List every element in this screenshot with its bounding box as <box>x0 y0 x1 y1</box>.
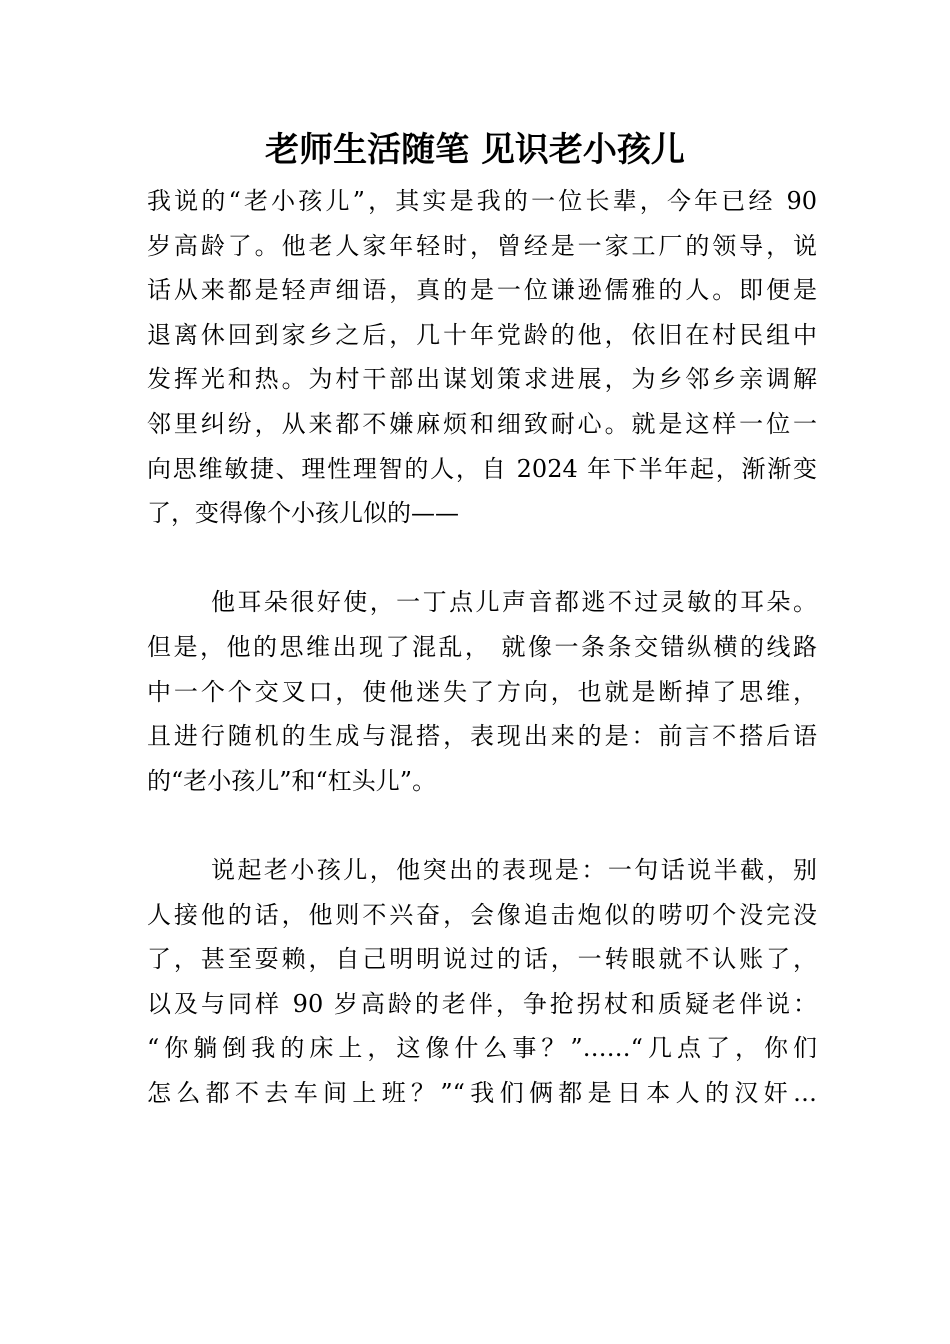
paragraph-line: 且进行随机的生成与混搭，表现出来的是：前言不搭后语 <box>147 722 817 751</box>
paragraph-spacer <box>147 536 817 581</box>
paragraph-line: 他耳朵很好使，一丁点儿声音都逃不过灵敏的耳朵。 <box>211 588 817 617</box>
paragraph-line: 邻里纠纷，从来都不嫌麻烦和细致耐心。就是这样一位一 <box>147 409 817 438</box>
paragraph-spacer <box>147 803 817 848</box>
paragraph-line: 但是，他的思维出现了混乱， 就像一条条交错纵横的线路 <box>147 632 817 661</box>
paragraph-line: 中一个个交叉口，使他迷失了方向，也就是断掉了思维， <box>147 677 817 706</box>
paragraph-line: 以及与同样 90 岁高龄的老伴，争抢拐杖和质疑老伴说： <box>147 989 817 1018</box>
paragraph-line: 话从来都是轻声细语，真的是一位谦逊儒雅的人。即便是 <box>147 276 817 305</box>
paragraph-line: 退离休回到家乡之后，几十年党龄的他，依旧在村民组中 <box>147 320 817 349</box>
paragraph-line: 向思维敏捷、理性理智的人，自 2024 年下半年起，渐渐变 <box>147 454 817 483</box>
paragraph-line: 怎么都不去车间上班？”“我们俩都是日本人的汉奸… <box>147 1078 817 1107</box>
paragraph-line: 的“老小孩儿”和“杠头儿”。 <box>147 766 437 795</box>
paragraph-line: 说起老小孩儿，他突出的表现是：一句话说半截，别 <box>211 855 817 884</box>
paragraph-line: 人接他的话，他则不兴奋，会像追击炮似的唠叨个没完没 <box>147 900 817 929</box>
paragraph-line: 了，甚至耍赖，自己明明说过的话，一转眼就不认账了， <box>147 945 817 974</box>
paragraph-line: 了，变得像个小孩儿似的—— <box>147 499 459 528</box>
paragraph-2 <box>147 580 817 803</box>
paragraph-line: 发挥光和热。为村干部出谋划策求进展，为乡邻乡亲调解 <box>147 365 817 394</box>
document-title: 老师生活随笔 见识老小孩儿 <box>265 130 685 170</box>
document-body <box>147 179 817 1115</box>
paragraph-line: “你躺倒我的床上，这像什么事？”……“几点了，你们 <box>147 1034 817 1063</box>
paragraph-line: 岁高龄了。他老人家年轻时，曾经是一家工厂的领导，说 <box>147 231 817 260</box>
paragraph-line: 我说的“老小孩儿”，其实是我的一位长辈，今年已经 90 <box>147 187 817 215</box>
paragraph-3 <box>147 848 817 1116</box>
paragraph-1 <box>147 179 817 536</box>
